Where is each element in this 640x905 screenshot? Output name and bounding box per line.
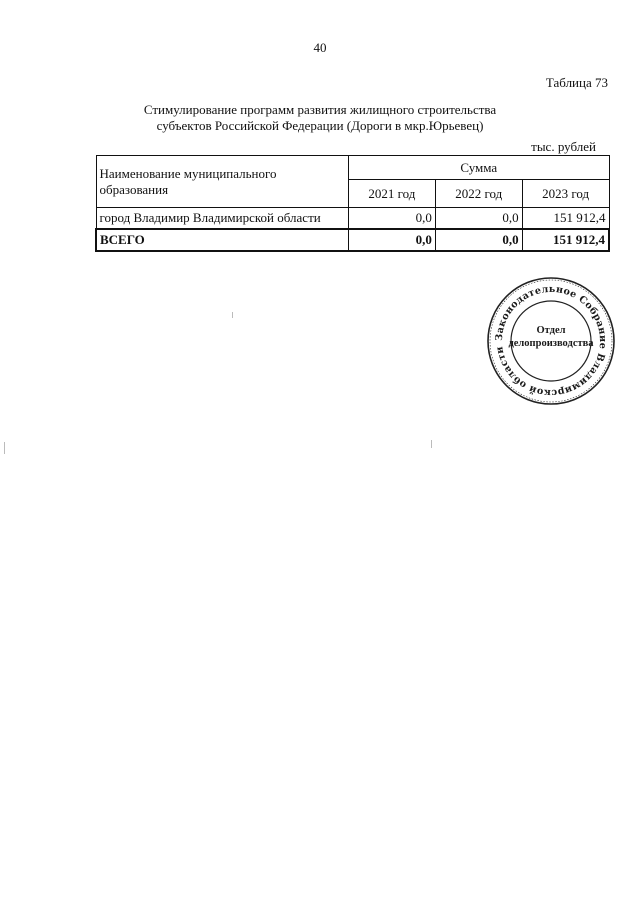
column-header-2023: 2023 год: [522, 180, 609, 208]
scan-mark: [232, 312, 233, 318]
table-row: [96, 208, 609, 230]
total-row: [96, 229, 609, 251]
document-title: [0, 102, 640, 134]
scan-mark: [431, 440, 432, 448]
column-header-name: Наименование муниципального образования: [96, 156, 349, 208]
stamp-center-line-2: делопроизводства: [508, 338, 594, 349]
row-value-2022: 0,0: [435, 208, 522, 230]
title-line-2: субъектов Российской Федерации (Дороги в мкр.Юрьевец): [156, 118, 484, 133]
column-header-2021: 2021 год: [349, 180, 436, 208]
title-line-1: Стимулирование программ развития жилищного строительства: [143, 102, 497, 117]
column-header-sum: Сумма: [349, 156, 610, 180]
header-row: [96, 156, 609, 180]
total-value-2021: 0,0: [349, 229, 436, 251]
column-header-2022: 2022 год: [435, 180, 522, 208]
row-value-2023: 151 912,4: [522, 208, 609, 230]
stamp-center-line-1: Отдел: [536, 325, 566, 336]
units-label: тыс. рублей: [531, 139, 596, 154]
scan-mark: [4, 442, 5, 454]
total-label: ВСЕГО: [96, 229, 349, 251]
row-name: город Владимир Владимирской области: [96, 208, 349, 230]
total-value-2022: 0,0: [435, 229, 522, 251]
svg-text:Законодательное Собрание Влади: Законодательное Собрание Владимирской области: [493, 283, 609, 399]
stamp-center-text: [486, 324, 616, 350]
office-stamp: [486, 276, 616, 406]
row-value-2021: 0,0: [349, 208, 436, 230]
budget-table: [95, 155, 610, 252]
table-label: Таблица 73: [545, 75, 608, 90]
page-number: 40: [313, 40, 327, 55]
total-value-2023: 151 912,4: [522, 229, 609, 251]
